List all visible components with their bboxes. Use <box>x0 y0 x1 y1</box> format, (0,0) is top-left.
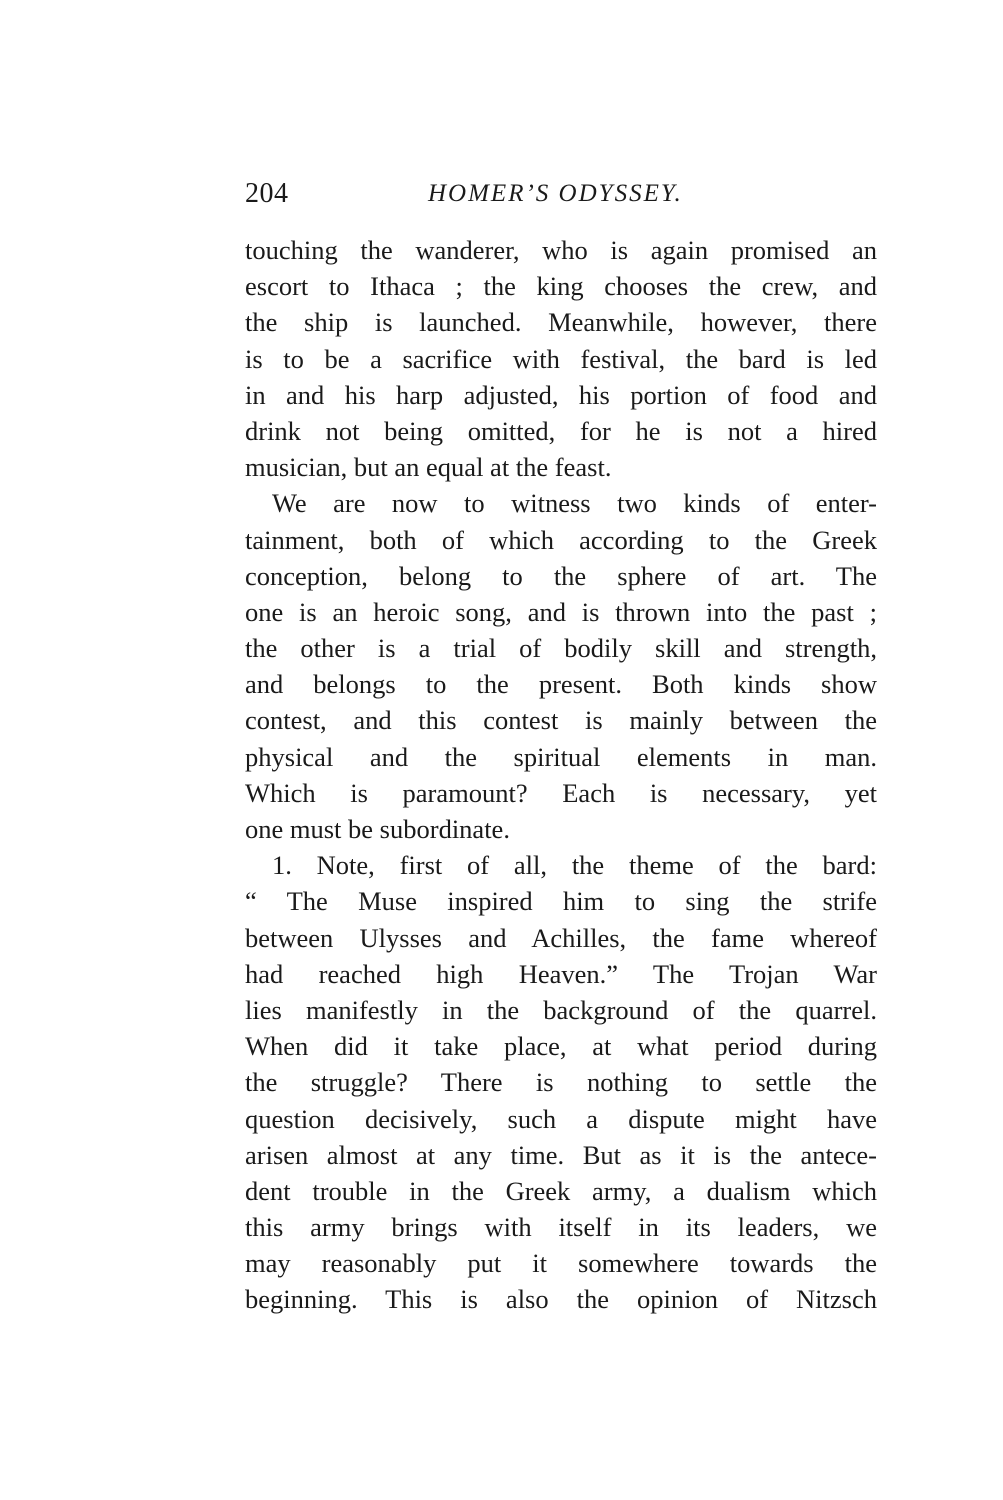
text-line: beginning. This is also the opinion of Nitzsch <box>245 1284 877 1315</box>
text-line: escort to Ithaca ; the king chooses the crew, and <box>245 271 877 302</box>
text-line: between Ulysses and Achilles, the fame whereof <box>245 922 877 953</box>
text-line: conception, belong to the sphere of art. The <box>245 560 877 591</box>
text-line: the other is a trial of bodily skill and strength, <box>245 633 877 664</box>
text-line: in and his harp adjusted, his portion of food and <box>245 379 877 410</box>
text-line: had reached high Heaven.” The Trojan War <box>245 958 877 989</box>
text-line: question decisively, such a dispute might have <box>245 1103 877 1134</box>
text-line: 1. Note, first of all, the theme of the bard: <box>272 850 877 881</box>
text-line: musician, but an equal at the feast. <box>245 452 612 483</box>
text-line: this army brings with itself in its leaders, we <box>245 1212 877 1243</box>
page-number: 204 <box>245 178 289 209</box>
text-line: We are now to witness two kinds of enter- <box>272 488 877 519</box>
text-line: the ship is launched. Meanwhile, however, there <box>245 307 877 338</box>
text-line: physical and the spiritual elements in man. <box>245 741 877 772</box>
text-line: and belongs to the present. Both kinds show <box>245 669 877 700</box>
text-line: may reasonably put it somewhere towards the <box>245 1248 877 1279</box>
body-text <box>245 232 877 1318</box>
text-line: drink not being omitted, for he is not a hired <box>245 415 877 446</box>
text-line: one is an heroic song, and is thrown into the past ; <box>245 596 877 627</box>
text-line: “ The Muse inspired him to sing the strife <box>245 886 877 917</box>
text-line: is to be a sacrifice with festival, the bard is led <box>245 343 877 374</box>
text-line: tainment, both of which according to the Greek <box>245 524 877 555</box>
running-title: HOMER’S ODYSSEY. <box>428 180 683 207</box>
text-line: dent trouble in the Greek army, a dualism which <box>245 1175 877 1206</box>
running-head <box>245 176 877 212</box>
text-line: arisen almost at any time. But as it is the antece- <box>245 1139 877 1170</box>
text-line: contest, and this contest is mainly between the <box>245 705 877 736</box>
text-line: Which is paramount? Each is necessary, yet <box>245 777 877 808</box>
text-line: the struggle? There is nothing to settle the <box>245 1067 877 1098</box>
text-line: When did it take place, at what period during <box>245 1031 877 1062</box>
text-line: lies manifestly in the background of the quarrel. <box>245 994 877 1025</box>
text-line: touching the wanderer, who is again promised an <box>245 235 877 265</box>
text-line: one must be subordinate. <box>245 814 510 844</box>
